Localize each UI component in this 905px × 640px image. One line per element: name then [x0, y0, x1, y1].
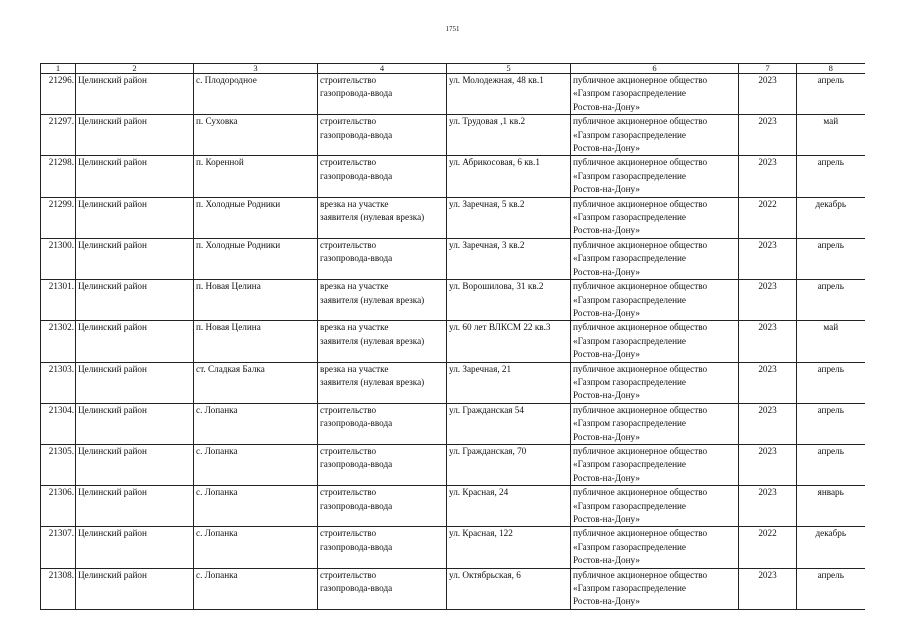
organization-cell: [571, 568, 739, 609]
month-cell: апрель: [797, 280, 865, 321]
table-row: [41, 197, 865, 238]
work-type-cell-line: строительство: [320, 445, 377, 456]
address-cell: ул. Абрикосовая, 6 кв.1: [447, 156, 571, 197]
work-type-cell-line: заявителя (нулевая врезка): [320, 294, 425, 305]
work-type-cell: [318, 74, 447, 115]
address-cell: ул. Заречная, 3 кв.2: [447, 238, 571, 279]
row-number-cell: 21298.: [41, 156, 76, 197]
year-cell: 2023: [739, 444, 797, 485]
work-type-cell: [318, 568, 447, 609]
locality-cell: п. Суховка: [194, 115, 318, 156]
organization-cell-line: публичное акционерное общество: [573, 116, 708, 127]
work-type-cell-line: заявителя (нулевая врезка): [320, 376, 425, 387]
organization-cell-line: Ростов-на-Дону»: [573, 184, 640, 195]
organization-cell: [571, 115, 739, 156]
work-type-cell-line: строительство: [320, 528, 377, 539]
table-header-row: [41, 64, 865, 74]
organization-cell-line: Ростов-на-Дону»: [573, 307, 640, 318]
column-header: 6: [571, 64, 739, 74]
locality-cell: ст. Сладкая Балка: [194, 362, 318, 403]
table-row: [41, 403, 865, 444]
organization-cell: [571, 156, 739, 197]
year-cell: 2023: [739, 568, 797, 609]
address-cell: ул. Ворошилова, 31 кв.2: [447, 280, 571, 321]
address-cell: ул. Заречная, 5 кв.2: [447, 197, 571, 238]
organization-cell-line: Ростов-на-Дону»: [573, 514, 640, 524]
organization-cell: [571, 362, 739, 403]
organization-cell-line: «Газпром газораспределение: [573, 88, 686, 99]
column-header: 4: [318, 64, 447, 74]
work-type-cell: [318, 527, 447, 568]
locality-cell: с. Плодородное: [194, 74, 318, 115]
work-type-cell-line: строительство: [320, 569, 377, 580]
month-cell: апрель: [797, 403, 865, 444]
organization-cell: [571, 403, 739, 444]
work-type-cell-line: заявителя (нулевая врезка): [320, 335, 425, 346]
work-type-cell-line: строительство: [320, 239, 377, 250]
work-type-cell: [318, 403, 447, 444]
district-cell: Целинский район: [76, 568, 194, 609]
address-cell: ул. Гражданская, 70: [447, 444, 571, 485]
work-type-cell: [318, 486, 447, 527]
organization-cell-line: Ростов-на-Дону»: [573, 101, 640, 112]
address-cell: ул. Трудовая ,1 кв.2: [447, 115, 571, 156]
address-cell: ул. Гражданская 54: [447, 403, 571, 444]
organization-cell: [571, 444, 739, 485]
year-cell: 2023: [739, 362, 797, 403]
page-number: 1751: [445, 25, 460, 33]
work-type-cell-line: газопровода-ввода: [320, 170, 393, 181]
month-cell: апрель: [797, 238, 865, 279]
column-header: 1: [41, 64, 76, 74]
organization-cell-line: «Газпром газораспределение: [573, 335, 686, 346]
work-type-cell-line: врезка на участке: [320, 281, 389, 292]
row-number-cell: 21307.: [41, 527, 76, 568]
locality-cell: п. Холодные Родники: [194, 197, 318, 238]
column-header: 5: [447, 64, 571, 74]
work-type-cell-line: строительство: [320, 116, 377, 127]
row-number-cell: 21308.: [41, 568, 76, 609]
work-type-cell: [318, 156, 447, 197]
locality-cell: п. Новая Целина: [194, 280, 318, 321]
work-type-cell-line: строительство: [320, 157, 377, 168]
month-cell: апрель: [797, 568, 865, 609]
row-number-cell: 21302.: [41, 321, 76, 362]
year-cell: 2023: [739, 321, 797, 362]
organization-cell-line: Ростов-на-Дону»: [573, 143, 640, 154]
table-row: [41, 486, 865, 527]
table-row: [41, 74, 865, 115]
row-number-cell: 21305.: [41, 444, 76, 485]
locality-cell: п. Новая Целина: [194, 321, 318, 362]
work-type-cell-line: врезка на участке: [320, 198, 389, 209]
table-row: [41, 156, 865, 197]
work-type-cell-line: строительство: [320, 75, 377, 85]
month-cell: май: [797, 115, 865, 156]
table-row: [41, 568, 865, 609]
year-cell: 2023: [739, 238, 797, 279]
table-row: [41, 362, 865, 403]
work-type-cell: [318, 280, 447, 321]
organization-cell-line: публичное акционерное общество: [573, 528, 708, 539]
table-row: [41, 444, 865, 485]
organization-cell-line: Ростов-на-Дону»: [573, 431, 640, 442]
organization-cell-line: «Газпром газораспределение: [573, 294, 686, 305]
month-cell: декабрь: [797, 197, 865, 238]
organization-cell: [571, 74, 739, 115]
column-header: 3: [194, 64, 318, 74]
table-row: [41, 238, 865, 279]
work-type-cell-line: газопровода-ввода: [320, 500, 393, 511]
organization-cell: [571, 486, 739, 527]
year-cell: 2022: [739, 527, 797, 568]
work-type-cell-line: заявителя (нулевая врезка): [320, 212, 425, 223]
district-cell: Целинский район: [76, 444, 194, 485]
district-cell: Целинский район: [76, 156, 194, 197]
locality-cell: с. Лопанка: [194, 444, 318, 485]
locality-cell: с. Лопанка: [194, 403, 318, 444]
table-row: [41, 115, 865, 156]
column-header: 7: [739, 64, 797, 74]
row-number-cell: 21300.: [41, 238, 76, 279]
row-number-cell: 21303.: [41, 362, 76, 403]
table-row: [41, 321, 865, 362]
organization-cell-line: публичное акционерное общество: [573, 569, 708, 580]
table-body: [41, 74, 865, 610]
row-number-cell: 21301.: [41, 280, 76, 321]
organization-cell-line: «Газпром газораспределение: [573, 583, 686, 594]
address-cell: ул. Красная, 122: [447, 527, 571, 568]
work-type-cell: [318, 321, 447, 362]
organization-cell-line: Ростов-на-Дону»: [573, 225, 640, 236]
district-cell: Целинский район: [76, 197, 194, 238]
work-type-cell: [318, 197, 447, 238]
organization-cell-line: «Газпром газораспределение: [573, 418, 686, 429]
address-cell: ул. Молодежная, 48 кв.1: [447, 74, 571, 115]
organization-cell: [571, 238, 739, 279]
month-cell: апрель: [797, 362, 865, 403]
work-type-cell-line: газопровода-ввода: [320, 459, 393, 470]
year-cell: 2022: [739, 197, 797, 238]
month-cell: январь: [797, 486, 865, 527]
year-cell: 2023: [739, 115, 797, 156]
work-type-cell-line: врезка на участке: [320, 363, 389, 374]
organization-cell: [571, 527, 739, 568]
district-cell: Целинский район: [76, 527, 194, 568]
row-number-cell: 21304.: [41, 403, 76, 444]
year-cell: 2023: [739, 74, 797, 115]
work-type-cell-line: газопровода-ввода: [320, 418, 393, 429]
organization-cell: [571, 321, 739, 362]
address-cell: ул. Красная, 24: [447, 486, 571, 527]
month-cell: май: [797, 321, 865, 362]
organization-cell-line: «Газпром газораспределение: [573, 459, 686, 470]
work-type-cell: [318, 444, 447, 485]
organization-cell-line: Ростов-на-Дону»: [573, 349, 640, 360]
year-cell: 2023: [739, 280, 797, 321]
address-cell: ул. 60 лет ВЛКСМ 22 кв.3: [447, 321, 571, 362]
organization-cell-line: публичное акционерное общество: [573, 75, 708, 85]
work-type-cell-line: газопровода-ввода: [320, 253, 393, 264]
organization-cell-line: публичное акционерное общество: [573, 281, 708, 292]
organization-cell-line: публичное акционерное общество: [573, 239, 708, 250]
organization-cell-line: Ростов-на-Дону»: [573, 555, 640, 566]
organization-cell-line: «Газпром газораспределение: [573, 129, 686, 140]
work-type-cell: [318, 238, 447, 279]
work-type-cell-line: строительство: [320, 404, 377, 415]
district-cell: Целинский район: [76, 362, 194, 403]
organization-cell-line: публичное акционерное общество: [573, 198, 708, 209]
address-cell: ул. Заречная, 21: [447, 362, 571, 403]
district-cell: Целинский район: [76, 115, 194, 156]
row-number-cell: 21306.: [41, 486, 76, 527]
organization-cell-line: «Газпром газораспределение: [573, 376, 686, 387]
organization-cell-line: публичное акционерное общество: [573, 487, 708, 498]
district-cell: Целинский район: [76, 403, 194, 444]
year-cell: 2023: [739, 486, 797, 527]
organization-cell-line: «Газпром газораспределение: [573, 500, 686, 511]
locality-cell: п. Холодные Родники: [194, 238, 318, 279]
work-type-cell-line: газопровода-ввода: [320, 541, 393, 552]
organization-cell-line: Ростов-на-Дону»: [573, 390, 640, 401]
work-type-cell: [318, 115, 447, 156]
organization-cell-line: Ростов-на-Дону»: [573, 266, 640, 277]
year-cell: 2023: [739, 156, 797, 197]
locality-cell: с. Лопанка: [194, 486, 318, 527]
column-header: 2: [76, 64, 194, 74]
table-row: [41, 527, 865, 568]
district-cell: Целинский район: [76, 74, 194, 115]
month-cell: апрель: [797, 156, 865, 197]
locality-cell: п. Коренной: [194, 156, 318, 197]
organization-cell-line: Ростов-на-Дону»: [573, 596, 640, 607]
organization-cell-line: публичное акционерное общество: [573, 445, 708, 456]
organization-cell-line: «Газпром газораспределение: [573, 253, 686, 264]
gasification-table: [40, 63, 865, 610]
work-type-cell-line: газопровода-ввода: [320, 129, 393, 140]
district-cell: Целинский район: [76, 280, 194, 321]
organization-cell-line: публичное акционерное общество: [573, 157, 708, 168]
district-cell: Целинский район: [76, 321, 194, 362]
work-type-cell-line: газопровода-ввода: [320, 88, 393, 99]
work-type-cell-line: врезка на участке: [320, 322, 389, 333]
organization-cell: [571, 197, 739, 238]
locality-cell: с. Лопанка: [194, 568, 318, 609]
district-cell: Целинский район: [76, 486, 194, 527]
address-cell: ул. Октябрьская, 6: [447, 568, 571, 609]
row-number-cell: 21296.: [41, 74, 76, 115]
organization-cell-line: публичное акционерное общество: [573, 363, 708, 374]
year-cell: 2023: [739, 403, 797, 444]
organization-cell: [571, 280, 739, 321]
month-cell: декабрь: [797, 527, 865, 568]
organization-cell-line: «Газпром газораспределение: [573, 541, 686, 552]
organization-cell-line: публичное акционерное общество: [573, 322, 708, 333]
work-type-cell-line: газопровода-ввода: [320, 583, 393, 594]
organization-cell-line: Ростов-на-Дону»: [573, 472, 640, 483]
column-header: 8: [797, 64, 865, 74]
row-number-cell: 21297.: [41, 115, 76, 156]
work-type-cell: [318, 362, 447, 403]
locality-cell: с. Лопанка: [194, 527, 318, 568]
table-row: [41, 280, 865, 321]
month-cell: апрель: [797, 74, 865, 115]
organization-cell-line: «Газпром газораспределение: [573, 170, 686, 181]
organization-cell-line: «Газпром газораспределение: [573, 212, 686, 223]
district-cell: Целинский район: [76, 238, 194, 279]
organization-cell-line: публичное акционерное общество: [573, 404, 708, 415]
row-number-cell: 21299.: [41, 197, 76, 238]
month-cell: апрель: [797, 444, 865, 485]
work-type-cell-line: строительство: [320, 487, 377, 498]
